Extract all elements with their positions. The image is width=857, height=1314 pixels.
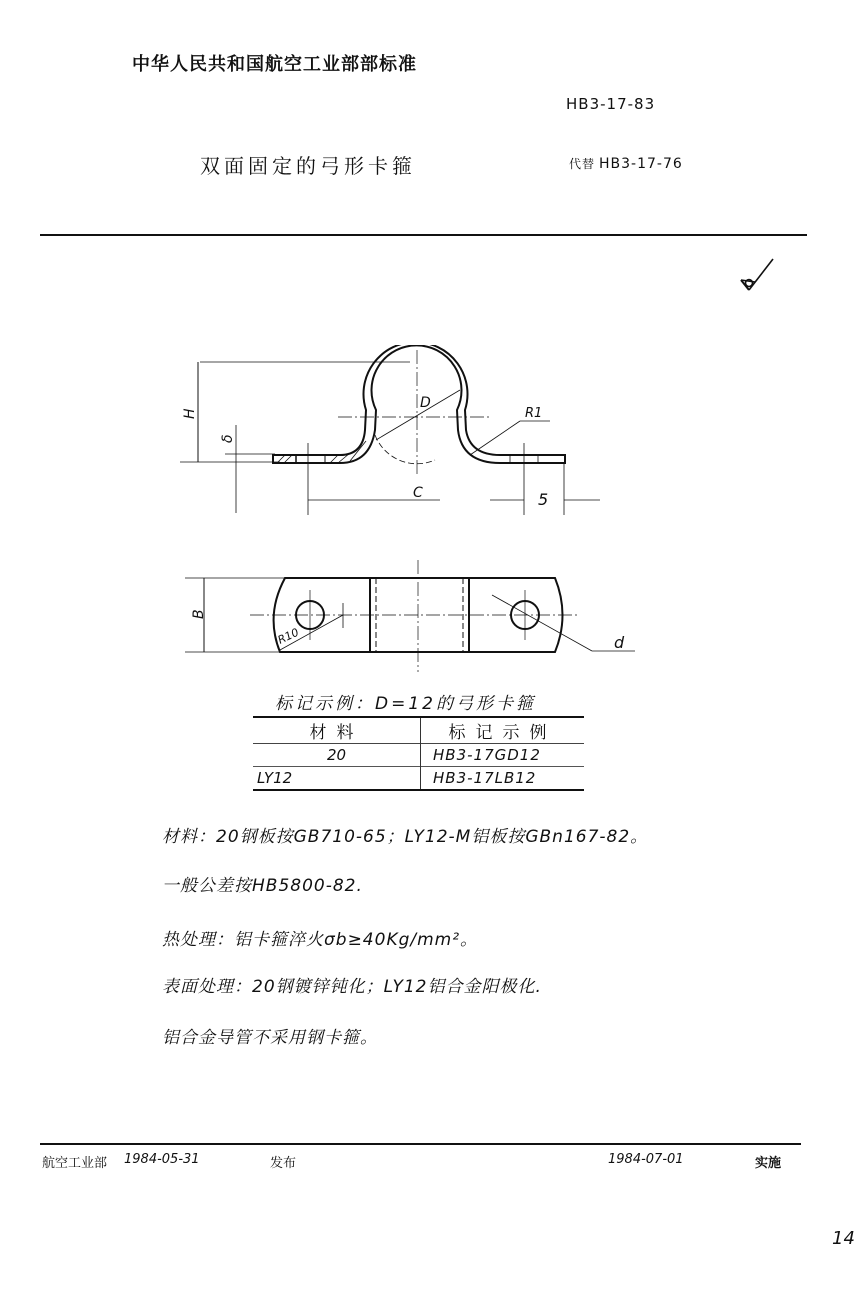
- label-C: C: [413, 485, 423, 501]
- footer-implementation-date: 1984-07-01: [608, 1152, 684, 1167]
- note-tolerance: 一般公差按HB5800-82.: [162, 876, 363, 896]
- footer-issue-label: 发布: [270, 1156, 297, 1171]
- standard-number: HB3-17-83: [566, 95, 656, 113]
- label-delta: δ: [220, 434, 236, 443]
- marking-example-table: [253, 716, 584, 791]
- cell-material: 20: [253, 744, 421, 767]
- cell-marking: HB3-17GD12: [433, 746, 541, 764]
- replaces-label: 代替: [569, 157, 596, 171]
- marking-example-caption: 标记示例：D=12的弓形卡箍: [275, 694, 536, 714]
- surface-roughness-icon: [733, 255, 783, 300]
- footer-divider: [40, 1143, 801, 1145]
- side-view-drawing: [180, 345, 600, 525]
- header-marking: 标记示例: [448, 723, 557, 743]
- replaces-note: [569, 155, 683, 172]
- table-header-row: [253, 717, 584, 744]
- footer-issue-date: 1984-05-31: [124, 1152, 200, 1167]
- label-d: d: [614, 633, 625, 652]
- label-5: 5: [538, 490, 549, 509]
- note-material: 材料：20钢板按GB710-65；LY12-M铝板按GBn167-82。: [162, 827, 649, 847]
- note-usage: 铝合金导管不采用钢卡箍。: [162, 1028, 378, 1048]
- table-row: [253, 767, 584, 791]
- label-D: D: [420, 395, 431, 411]
- note-surface-treatment: 表面处理：20钢镀锌钝化；LY12铝合金阳极化.: [162, 977, 542, 997]
- replaces-number: HB3-17-76: [599, 156, 683, 172]
- label-R10: R10: [275, 625, 301, 647]
- header-material: 材料: [253, 717, 421, 744]
- footer-issuer: 航空工业部: [42, 1156, 108, 1171]
- organization-title: 中华人民共和国航空工业部部标准: [132, 54, 417, 75]
- document-title: 双面固定的弓形卡箍: [200, 154, 416, 178]
- plan-view-drawing: [180, 560, 650, 680]
- label-B: B: [191, 609, 207, 619]
- table-row: [253, 744, 584, 767]
- cell-marking: HB3-17LB12: [433, 769, 537, 787]
- label-R1: R1: [525, 406, 543, 421]
- cell-material: LY12: [253, 767, 421, 791]
- note-heat-treatment: 热处理：铝卡箍淬火σb≥40Kg/mm²。: [162, 930, 479, 950]
- page-number: 14: [832, 1228, 855, 1249]
- label-H: H: [182, 408, 198, 419]
- footer-implementation-label: 实施: [755, 1156, 782, 1171]
- header-divider: [40, 234, 807, 236]
